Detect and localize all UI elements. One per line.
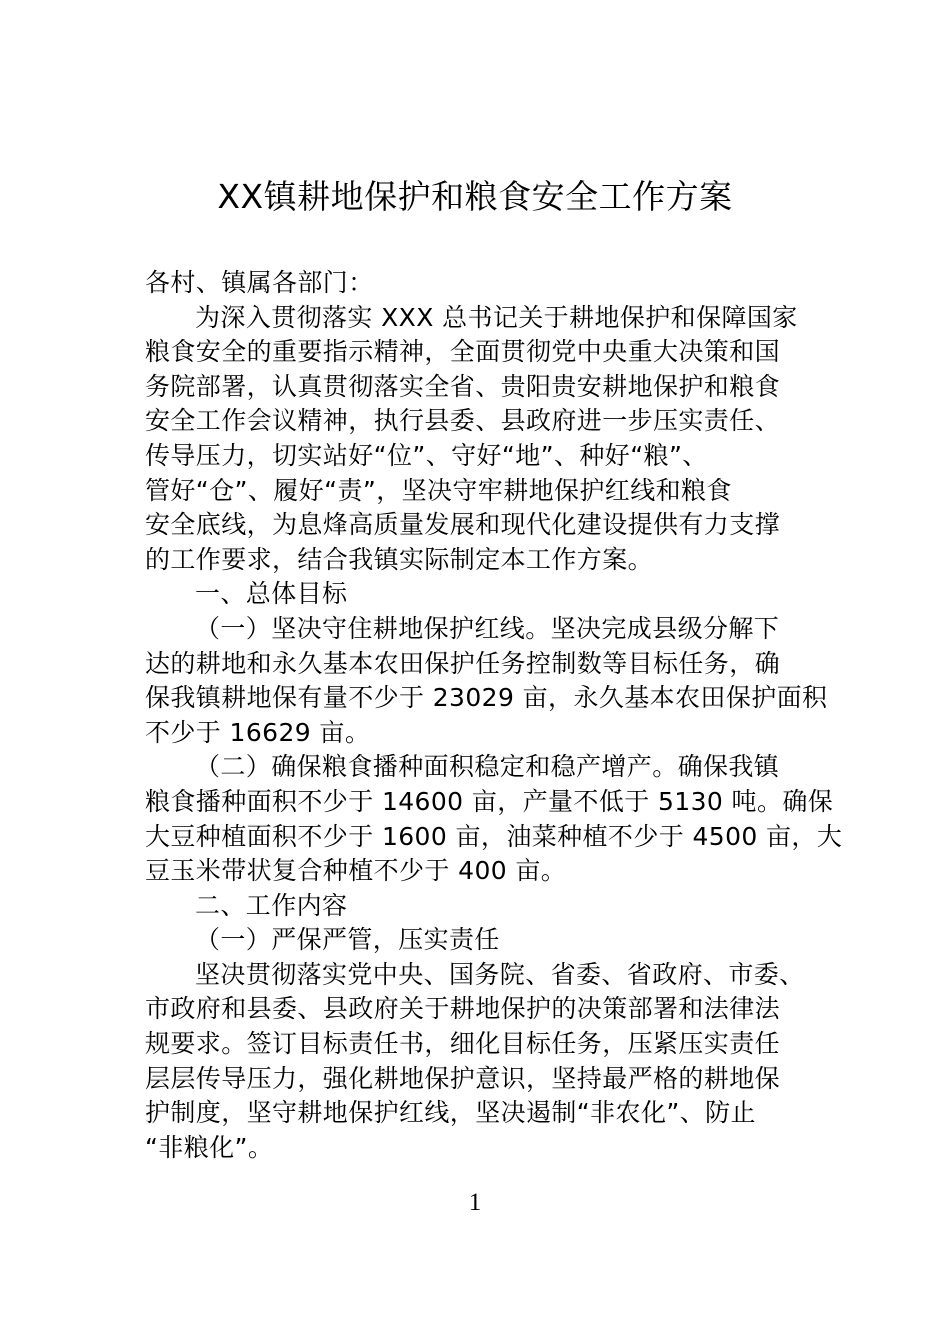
text-line: 大豆种植面积不少于 1600 亩，油菜种植不少于 4500 亩，大 [145, 821, 843, 851]
text-line: 传导压力，切实站好“位”、守好“地”、种好“粮”、 [145, 440, 708, 470]
text-line: “非粮化”。 [145, 1132, 274, 1162]
text-line: 规要求。签订目标责任书，细化目标任务，压紧压实责任 [145, 1029, 781, 1059]
salutation: 各村、镇属各部门： [145, 268, 374, 297]
text-line: （一）坚决守住耕地保护红线。坚决完成县级分解下 [195, 613, 780, 643]
document-body [145, 266, 843, 1165]
text-line: 二、工作内容 [195, 890, 348, 920]
text-line: 粮食播种面积不少于 14600 亩，产量不低于 5130 吨。确保 [145, 786, 834, 816]
text-line: 保我镇耕地保有量不少于 23029 亩，永久基本农田保护面积 [145, 683, 828, 713]
text-line: 为深入贯彻落实 XXX 总书记关于耕地保护和保障国家 [195, 302, 798, 332]
text-line: 安全底线，为息烽高质量发展和现代化建设提供有力支撑 [145, 510, 781, 540]
page-number: 1 [468, 1189, 482, 1216]
paragraph-lines [145, 301, 843, 1166]
text-line: 坚决贯彻落实党中央、国务院、省委、省政府、市委、 [195, 959, 805, 989]
text-line: 的工作要求，结合我镇实际制定本工作方案。 [145, 544, 654, 574]
text-line: （二）确保粮食播种面积稳定和稳产增产。确保我镇 [195, 752, 780, 782]
text-line: 安全工作会议精神，执行县委、县政府进一步压实责任、 [145, 406, 781, 436]
document-title: XX镇耕地保护和粮食安全工作方案 [217, 177, 733, 216]
text-line: 达的耕地和永久基本农田保护任务控制数等目标任务，确 [145, 648, 781, 678]
text-line: 市政府和县委、县政府关于耕地保护的决策部署和法律法 [145, 994, 781, 1024]
text-line: 层层传导压力，强化耕地保护意识，坚持最严格的耕地保 [145, 1063, 781, 1093]
text-line: 豆玉米带状复合种植不少于 400 亩。 [145, 856, 567, 886]
text-line: 不少于 16629 亩。 [145, 717, 371, 747]
text-line: 管好“仓”、履好“责”，坚决守牢耕地保护红线和粮食 [145, 475, 732, 505]
text-line: 务院部署，认真贯彻落实全省、贵阳贵安耕地保护和粮食 [145, 371, 781, 401]
text-line: 一、总体目标 [195, 579, 348, 609]
text-line: （一）严保严管，压实责任 [195, 925, 500, 955]
text-line: 粮食安全的重要指示精神，全面贯彻党中央重大决策和国 [145, 337, 781, 367]
text-line: 护制度，坚守耕地保护红线，坚决遏制“非农化”、防止 [145, 1098, 756, 1128]
